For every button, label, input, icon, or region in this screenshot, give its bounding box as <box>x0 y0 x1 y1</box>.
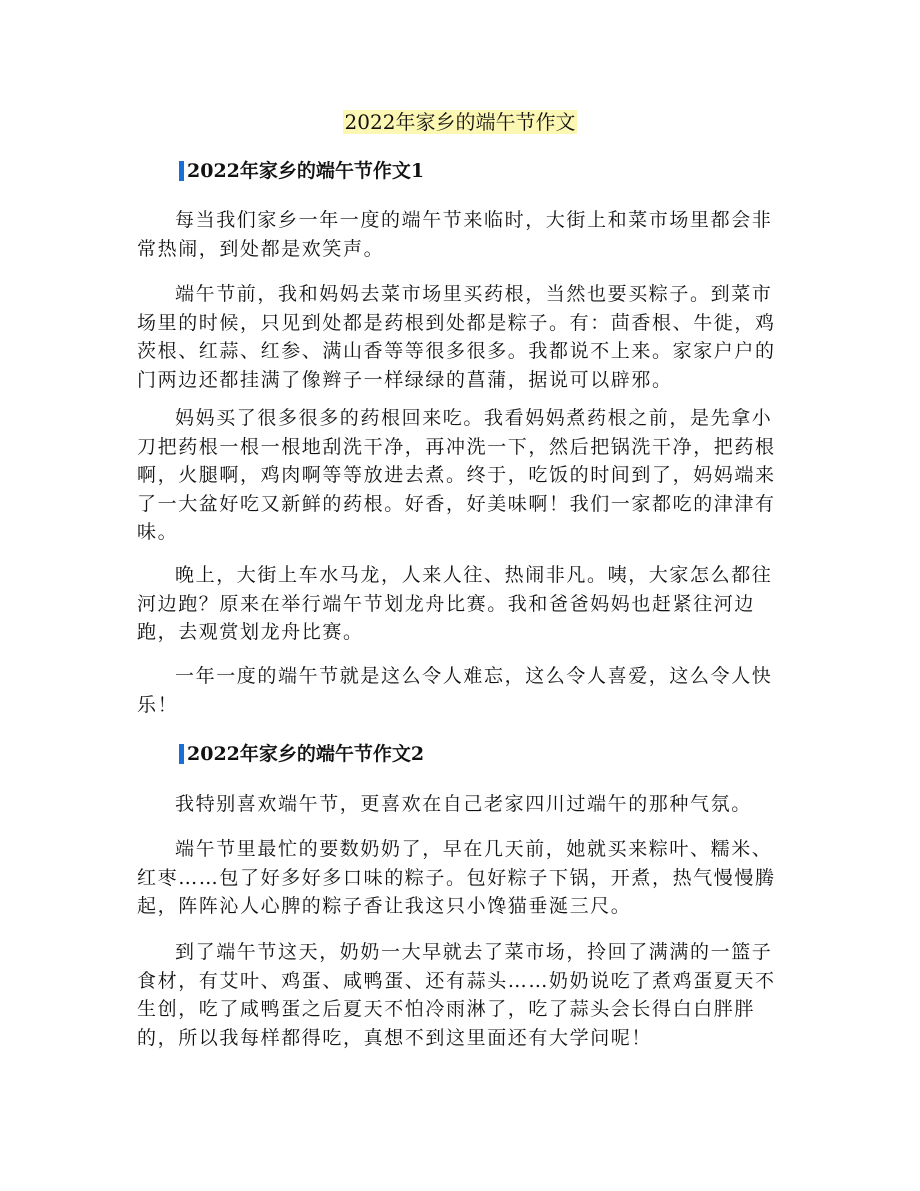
section-heading-1: 2022年家乡的端午节作文1 <box>179 158 424 184</box>
section-heading-2: 2022年家乡的端午节作文2 <box>179 741 424 767</box>
paragraph: 端午节前，我和妈妈去菜市场里买药根，当然也要买粽子。到菜市场里的时候，只见到处都是药根到处都是粽子。有：茴香根、牛徙，鸡茨根、红蒜、红参、满山香等等很多很多。我都说不上来。家家户户的门两边还都挂满了像辫子一样绿绿的菖蒲，据说可以辟邪。 <box>137 283 776 391</box>
paragraph: 我特别喜欢端午节，更喜欢在自己老家四川过端午的那种气氛。 <box>175 793 752 815</box>
paragraph: 端午节里最忙的要数奶奶了，早在几天前，她就买来粽叶、糯米、红枣……包了好多好多口味的粽子。包好粽子下锅，开煮，热气慢慢腾起，阵阵沁人心脾的粽子香让我这只小馋猫垂涎三尺。 <box>137 838 776 917</box>
paragraph: 晚上，大街上车水马龙，人来人往、热闹非凡。咦，大家怎么都往河边跑？原来在举行端午节划龙舟比赛。我和爸爸妈妈也赶紧往河边跑，去观赏划龙舟比赛。 <box>137 564 773 643</box>
paragraph: 到了端午节这天，奶奶一大早就去了菜市场，拎回了满满的一篮子食材，有艾叶、鸡蛋、咸鸭蛋、还有蒜头……奶奶说吃了煮鸡蛋夏天不生创，吃了咸鸭蛋之后夏天不怕冷雨淋了，吃了蒜头会长得白白胖胖的，所以我每样都得吃，真想不到这里面还有大学问呢！ <box>137 941 776 1049</box>
page-title <box>0 108 920 136</box>
paragraph: 妈妈买了很多很多的药根回来吃。我看妈妈煮药根之前，是先拿小刀把药根一根一根地刮洗干净，再冲洗一下，然后把锅洗干净，把药根啊，火腿啊，鸡肉啊等等放进去煮。终于，吃饭的时间到了，妈妈端来了一大盆好吃又新鲜的药根。好香，好美味啊！我们一家都吃的津津有味。 <box>137 407 776 543</box>
page-title-text: 2022年家乡的端午节作文 <box>344 110 576 134</box>
paragraph: 每当我们家乡一年一度的端午节来临时，大街上和菜市场里都会非常热闹，到处都是欢笑声。 <box>137 209 773 260</box>
paragraph: 一年一度的端午节就是这么令人难忘，这么令人喜爱，这么令人快乐！ <box>137 665 773 716</box>
